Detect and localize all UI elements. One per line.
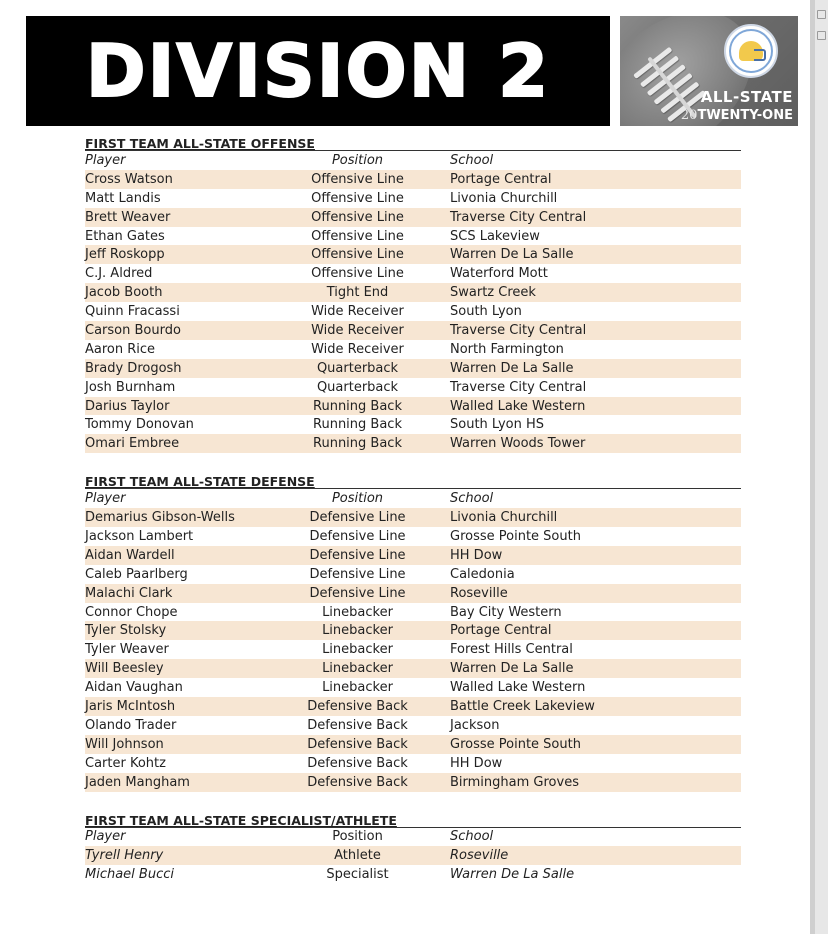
player-name-cell: Will Johnson <box>85 736 164 752</box>
association-seal-icon <box>724 24 778 78</box>
table-row <box>85 340 741 359</box>
player-name-cell: Brady Drogosh <box>85 360 182 376</box>
logo-all-state-text: ALL-STATE <box>700 88 793 106</box>
table-row <box>85 546 741 565</box>
position-cell: Running Back <box>313 436 402 452</box>
school-cell: Warren Woods Tower <box>450 436 586 452</box>
player-name-cell: Will Beesley <box>85 661 164 677</box>
school-cell: Portage Central <box>450 171 552 187</box>
position-cell: Offensive Line <box>311 266 404 282</box>
position-cell: Defensive Back <box>307 736 408 752</box>
logo-year-digits: 20 <box>680 108 698 123</box>
player-name-cell: Carson Bourdo <box>85 322 181 338</box>
player-name-cell: Quinn Fracassi <box>85 304 180 320</box>
school-cell: Warren De La Salle <box>450 360 574 376</box>
column-header-position: Position <box>331 152 384 168</box>
column-header-player: Player <box>85 152 126 168</box>
table-row <box>85 603 741 622</box>
column-header-row <box>85 489 741 508</box>
position-cell: Offensive Line <box>311 209 404 225</box>
school-cell: Livonia Churchill <box>450 190 558 206</box>
player-name-cell: Josh Burnham <box>85 379 176 395</box>
table-row <box>85 245 741 264</box>
position-cell: Offensive Line <box>311 190 404 206</box>
school-cell: Livonia Churchill <box>450 510 558 526</box>
position-cell: Defensive Line <box>309 585 406 601</box>
scrollbar-track[interactable] <box>810 0 815 934</box>
player-name-cell: Jaris McIntosh <box>85 698 176 714</box>
column-header-player: Player <box>85 829 126 845</box>
section-title: FIRST TEAM ALL-STATE OFFENSE <box>85 136 741 151</box>
position-cell: Defensive Line <box>309 528 406 544</box>
player-name-cell: Matt Landis <box>85 190 161 206</box>
logo-year-word: TWENTY-ONE <box>697 108 793 123</box>
position-cell: Specialist <box>326 867 389 883</box>
school-cell: HH Dow <box>450 755 503 771</box>
table-row <box>85 283 741 302</box>
position-cell: Defensive Back <box>307 717 408 733</box>
column-header-row <box>85 828 741 847</box>
player-name-cell: Omari Embree <box>85 436 180 452</box>
table-row <box>85 735 741 754</box>
position-cell: Quarterback <box>316 379 399 395</box>
page-view-icon[interactable] <box>817 31 826 40</box>
position-cell: Linebacker <box>322 642 393 658</box>
table-row <box>85 621 741 640</box>
table-row <box>85 773 741 792</box>
player-name-cell: Brett Weaver <box>85 209 171 225</box>
table-row <box>85 716 741 735</box>
roster-sections <box>85 136 741 905</box>
player-name-cell: Jackson Lambert <box>85 528 194 544</box>
school-cell: Birmingham Groves <box>450 774 579 790</box>
table-row <box>85 397 741 416</box>
position-cell: Offensive Line <box>311 228 404 244</box>
school-cell: Warren De La Salle <box>450 661 574 677</box>
school-cell: Traverse City Central <box>450 322 587 338</box>
school-cell: Forest Hills Central <box>450 642 573 658</box>
table-row <box>85 678 741 697</box>
table-row <box>85 846 741 865</box>
player-name-cell: Carter Kohtz <box>85 755 166 771</box>
school-cell: HH Dow <box>450 547 503 563</box>
school-cell: Waterford Mott <box>450 266 548 282</box>
position-cell: Linebacker <box>322 604 393 620</box>
player-name-cell: Aaron Rice <box>85 341 156 357</box>
position-cell: Defensive Back <box>307 698 408 714</box>
school-cell: North Farmington <box>450 341 564 357</box>
section-title: FIRST TEAM ALL-STATE SPECIALIST/ATHLETE <box>85 813 741 828</box>
position-cell: Wide Receiver <box>311 304 404 320</box>
page-view-icon[interactable] <box>817 10 826 19</box>
position-cell: Defensive Line <box>309 510 406 526</box>
column-header-position: Position <box>332 829 383 845</box>
column-header-school: School <box>450 829 494 845</box>
player-name-cell: Tyler Weaver <box>85 642 169 658</box>
position-cell: Tight End <box>326 285 389 301</box>
table-row <box>85 640 741 659</box>
position-cell: Linebacker <box>322 661 393 677</box>
table-row <box>85 321 741 340</box>
section-title: FIRST TEAM ALL-STATE DEFENSE <box>85 474 741 489</box>
division-banner <box>26 16 610 126</box>
position-cell: Linebacker <box>322 680 393 696</box>
table-row <box>85 378 741 397</box>
school-cell: Caledonia <box>450 566 515 582</box>
player-name-cell: Caleb Paarlberg <box>85 566 188 582</box>
table-row <box>85 754 741 773</box>
column-header-player: Player <box>85 491 126 507</box>
school-cell: Warren De La Salle <box>450 867 575 883</box>
viewer-scrollbar[interactable] <box>810 0 828 934</box>
school-cell: SCS Lakeview <box>450 228 540 244</box>
school-cell: Roseville <box>450 848 509 864</box>
column-header-position: Position <box>331 491 384 507</box>
column-header-school: School <box>450 491 494 507</box>
player-name-cell: Jaden Mangham <box>85 774 190 790</box>
player-name-cell: Cross Watson <box>85 171 173 187</box>
position-cell: Wide Receiver <box>311 322 404 338</box>
player-name-cell: Tyler Stolsky <box>85 623 167 639</box>
school-cell: Portage Central <box>450 623 552 639</box>
position-cell: Athlete <box>334 848 381 864</box>
position-cell: Linebacker <box>322 623 393 639</box>
table-row <box>85 527 741 546</box>
position-cell: Quarterback <box>316 360 399 376</box>
table-row <box>85 264 741 283</box>
division-title: DIVISION 2 <box>85 29 551 113</box>
player-name-cell: Aidan Vaughan <box>85 680 183 696</box>
school-cell: Swartz Creek <box>450 285 536 301</box>
school-cell: Traverse City Central <box>450 209 587 225</box>
position-cell: Running Back <box>313 398 402 414</box>
table-row <box>85 227 741 246</box>
school-cell: South Lyon HS <box>450 417 545 433</box>
school-cell: South Lyon <box>450 304 522 320</box>
column-header-row <box>85 151 741 170</box>
player-name-cell: Tommy Donovan <box>85 417 194 433</box>
position-cell: Defensive Back <box>307 755 408 771</box>
table-row <box>85 415 741 434</box>
player-name-cell: Malachi Clark <box>85 585 173 601</box>
player-name-cell: C.J. Aldred <box>85 266 153 282</box>
player-name-cell: Jacob Booth <box>85 285 163 301</box>
table-row <box>85 189 741 208</box>
player-name-cell: Darius Taylor <box>85 398 170 414</box>
position-cell: Offensive Line <box>311 171 404 187</box>
school-cell: Bay City Western <box>450 604 562 620</box>
table-row <box>85 508 741 527</box>
school-cell: Traverse City Central <box>450 379 587 395</box>
roster-section <box>85 474 741 791</box>
player-name-cell: Michael Bucci <box>85 867 174 883</box>
table-row <box>85 565 741 584</box>
table-row <box>85 170 741 189</box>
player-name-cell: Olando Trader <box>85 717 177 733</box>
table-row <box>85 697 741 716</box>
school-cell: Battle Creek Lakeview <box>450 698 595 714</box>
helmet-icon <box>739 41 763 61</box>
player-name-cell: Demarius Gibson-Wells <box>85 510 235 526</box>
position-cell: Defensive Line <box>309 566 406 582</box>
player-name-cell: Ethan Gates <box>85 228 165 244</box>
table-row <box>85 208 741 227</box>
school-cell: Grosse Pointe South <box>450 736 581 752</box>
player-name-cell: Tyrell Henry <box>85 848 164 864</box>
table-row <box>85 584 741 603</box>
position-cell: Defensive Back <box>307 774 408 790</box>
school-cell: Roseville <box>450 585 508 601</box>
logo-year-text <box>681 106 793 122</box>
position-cell: Wide Receiver <box>311 341 404 357</box>
player-name-cell: Aidan Wardell <box>85 547 175 563</box>
table-row <box>85 302 741 321</box>
player-name-cell: Jeff Roskopp <box>85 247 165 263</box>
school-cell: Walled Lake Western <box>450 680 586 696</box>
position-cell: Defensive Line <box>309 547 406 563</box>
school-cell: Jackson <box>450 717 500 733</box>
position-cell: Offensive Line <box>311 247 404 263</box>
school-cell: Warren De La Salle <box>450 247 574 263</box>
table-row <box>85 659 741 678</box>
column-header-school: School <box>450 152 494 168</box>
roster-section <box>85 813 741 885</box>
school-cell: Grosse Pointe South <box>450 528 581 544</box>
player-name-cell: Connor Chope <box>85 604 178 620</box>
roster-section <box>85 136 741 453</box>
table-row <box>85 434 741 453</box>
school-cell: Walled Lake Western <box>450 398 586 414</box>
table-row <box>85 865 741 884</box>
all-state-logo <box>620 16 798 126</box>
table-row <box>85 359 741 378</box>
position-cell: Running Back <box>313 417 402 433</box>
